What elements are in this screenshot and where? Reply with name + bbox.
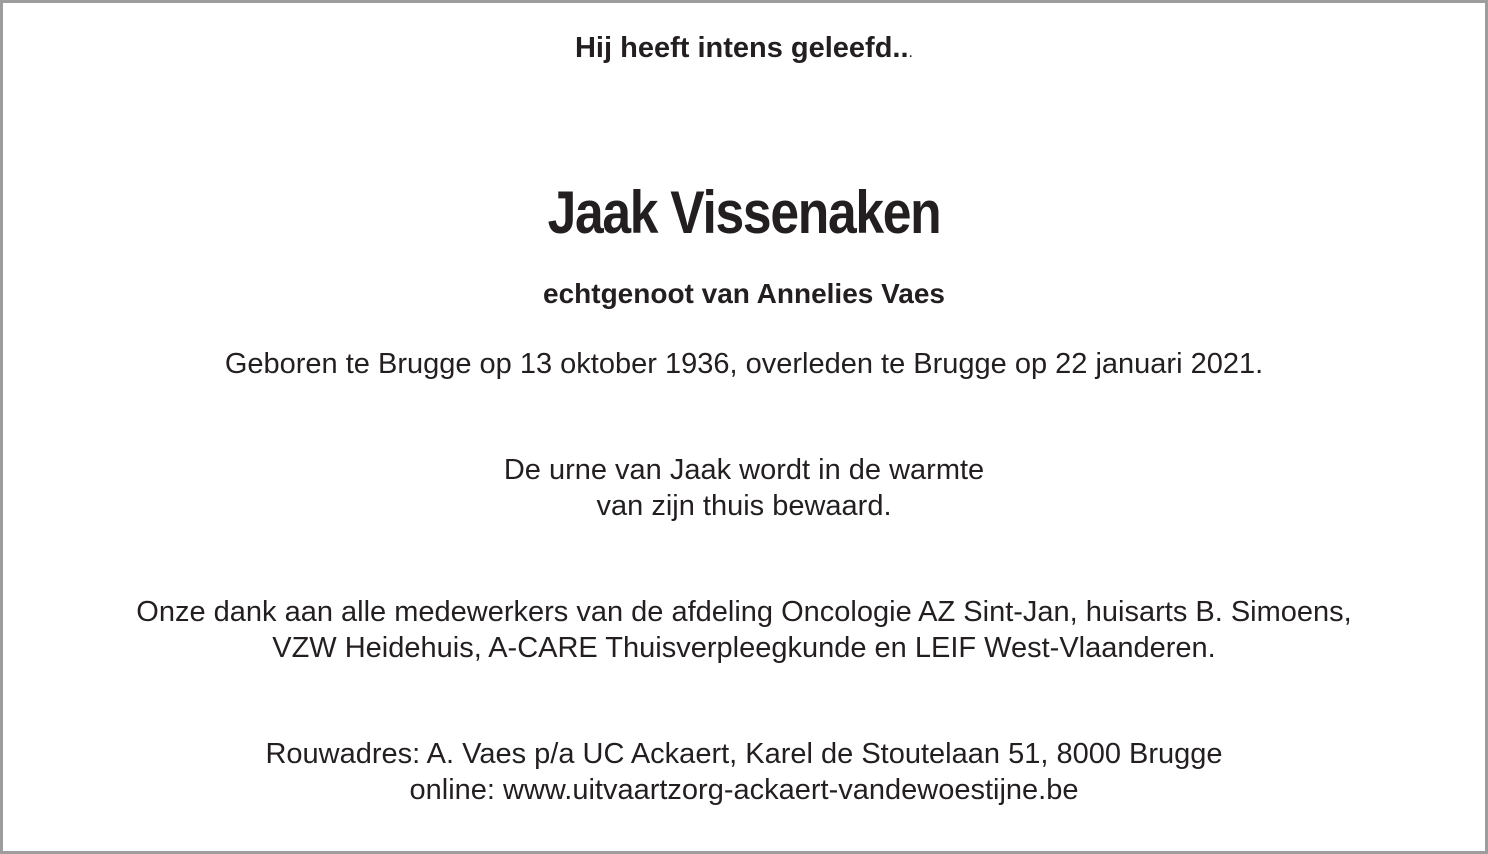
urn-line-1: De urne van Jaak wordt in de warmte <box>503 454 985 486</box>
intro-trailing-dot: . <box>908 44 913 61</box>
intro-text: Hij heeft intens geleefd.. <box>574 32 909 64</box>
spouse-line: echtgenoot van Annelies Vaes <box>543 278 945 309</box>
thanks-line-1: Onze dank aan alle medewerkers van de afdeling Oncologie AZ Sint-Jan, huisarts B. Simoens, <box>136 596 1352 628</box>
online-address: online: www.uitvaartzorg-ackaert-vandewoestijne.be <box>409 774 1079 806</box>
mourning-address: Rouwadres: A. Vaes p/a UC Ackaert, Karel de Stoutelaan 51, 8000 Brugge <box>265 738 1223 770</box>
birth-death-line: Geboren te Brugge op 13 oktober 1936, overleden te Brugge op 22 januari 2021. <box>224 348 1264 380</box>
intro-line <box>0 30 1488 71</box>
thanks-line-2: VZW Heidehuis, A-CARE Thuisverpleegkunde en LEIF West-Vlaanderen. <box>272 632 1216 664</box>
urn-line-2: van zijn thuis bewaard. <box>596 490 892 522</box>
deceased-name: Jaak Vissenaken <box>547 179 941 246</box>
